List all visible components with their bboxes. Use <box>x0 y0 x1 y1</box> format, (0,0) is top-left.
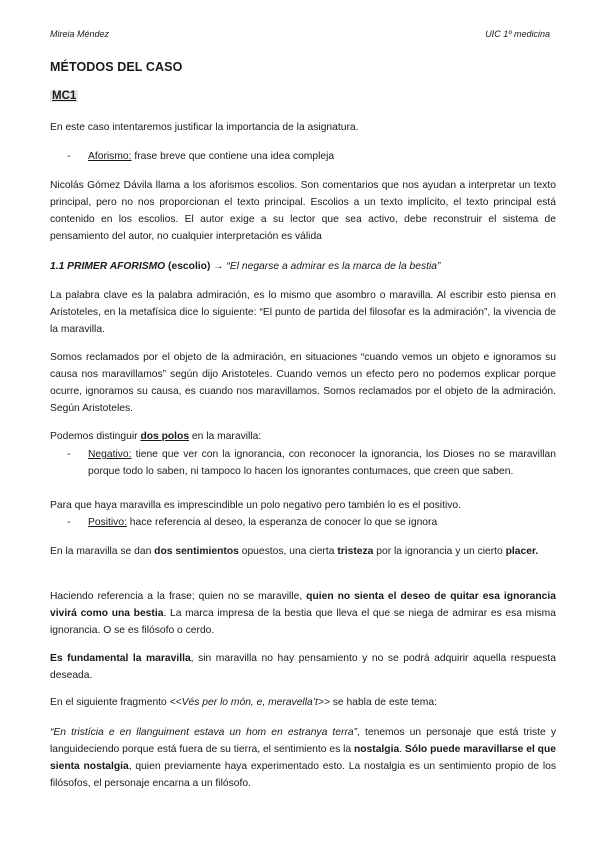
aphorism-tag: (escolio) <box>165 261 211 272</box>
aphorism-label: 1.1 PRIMER AFORISMO <box>50 261 166 272</box>
header-course: UIC 1º medicina <box>485 29 550 39</box>
polos-middle: Para que haya maravilla es imprescindible un polo negativo pero también lo es el positivo. <box>50 500 461 511</box>
sentimientos-paragraph: En la maravilla se dan dos sentimientos opuestos, una cierta tristeza por la ignorancia y un cierto placer. <box>50 546 539 557</box>
bullet-marker: - <box>67 151 71 162</box>
escolios-paragraph: Nicolás Gómez Dávila llama a los aforismos escolios. Son comentarios que nos ayudan a interpretar un texto principal, pero no nos proporcionan el texto principal. Escolios a un texto implícito, el texto principal está contenido en los escolios. El autor exige a su lector que sea activo, debe reconstruir el sistema de pensamiento del autor, no cualquier interpretación es válida <box>50 180 556 242</box>
first-aphorism-heading <box>50 258 440 275</box>
positivo-item: Positivo: hace referencia al deseo, la esperanza de conocer lo que se ignora <box>88 517 438 528</box>
positivo-term: Positivo: <box>88 517 127 528</box>
bullet-marker: - <box>67 517 71 528</box>
aforismo-definition: frase breve que contiene una idea compleja <box>131 151 335 162</box>
aforismo-term: Aforismo: <box>88 151 132 162</box>
negativo-item: Negativo: tiene que ver con la ignorancia, con reconocer la ignorancia, los Dioses no se maravillan porque todo lo saben, ni tampoco lo hacen los ignorantes contumaces, que creen que saben. <box>88 449 556 477</box>
reclamados-paragraph: Somos reclamados por el objeto de la admiración, en situaciones “cuando vemos un objeto e ignoramos su causa nos maravillamos” según dijo Aristoteles. Cuando vemos un efecto pero no podemos explicar porque ocurre, ignoramos su causa, es cuando nos maravillamos. Somos reclamados por el objeto de la admiración. Según Aristoteles. <box>50 352 556 414</box>
admiracion-paragraph: La palabra clave es la palabra admiración, es lo mismo que asombro o maravilla. Al escribir esto piensa en Aristoteles, en la metafísica dice lo siguiente: “El punto de partida del filosofar es la admiración”, la vivencia de la maravilla. <box>50 290 556 335</box>
aforismo-item <box>88 148 556 165</box>
negativo-term: Negativo: <box>88 449 132 460</box>
aphorism-quote: “El negarse a admirar es la marca de la bestia” <box>226 261 441 272</box>
bestia-paragraph: Haciendo referencia a la frase; quien no se maraville, quien no sienta el deseo de quitar esa ignorancia vivirá como una bestia. La marca impresa de la bestia que lleva el que se niega de admirar es esa misma ignorancia. O se es filósofo o cerdo. <box>50 591 556 636</box>
arrow-icon: → <box>210 261 227 272</box>
bullet-marker: - <box>67 449 71 460</box>
section-code: MC1 <box>52 90 77 102</box>
intro-paragraph: En este caso intentaremos justificar la importancia de la asignatura. <box>50 122 359 133</box>
header-author: Mireia Méndez <box>50 29 110 39</box>
page-title: MÉTODOS DEL CASO <box>50 60 183 74</box>
fragmento-paragraph: En el siguiente fragmento <<Vés per lo món, e, meravella’t>> se habla de este tema: <box>50 697 437 708</box>
nostalgia-paragraph: “En tristícia e en llanguiment estava un hom en estranya terra”, tenemos un personaje que está triste y languideciendo porque está fuera de su tierra, el sentimiento es la nostalgia. Sólo puede maravillarse el que sienta nostalgia, quien previamente haya experimentado esto. La nostalgia es un sentimiento propio de los filósofos, el personaje encarna a un filósofo. <box>50 727 556 789</box>
polos-intro: Podemos distinguir dos polos en la maravilla: <box>50 431 262 442</box>
fundamental-paragraph: Es fundamental la maravilla, sin maravilla no hay pensamiento y no se podrá adquirir aquella respuesta deseada. <box>50 653 556 681</box>
dos-polos-term: dos polos <box>140 431 190 442</box>
